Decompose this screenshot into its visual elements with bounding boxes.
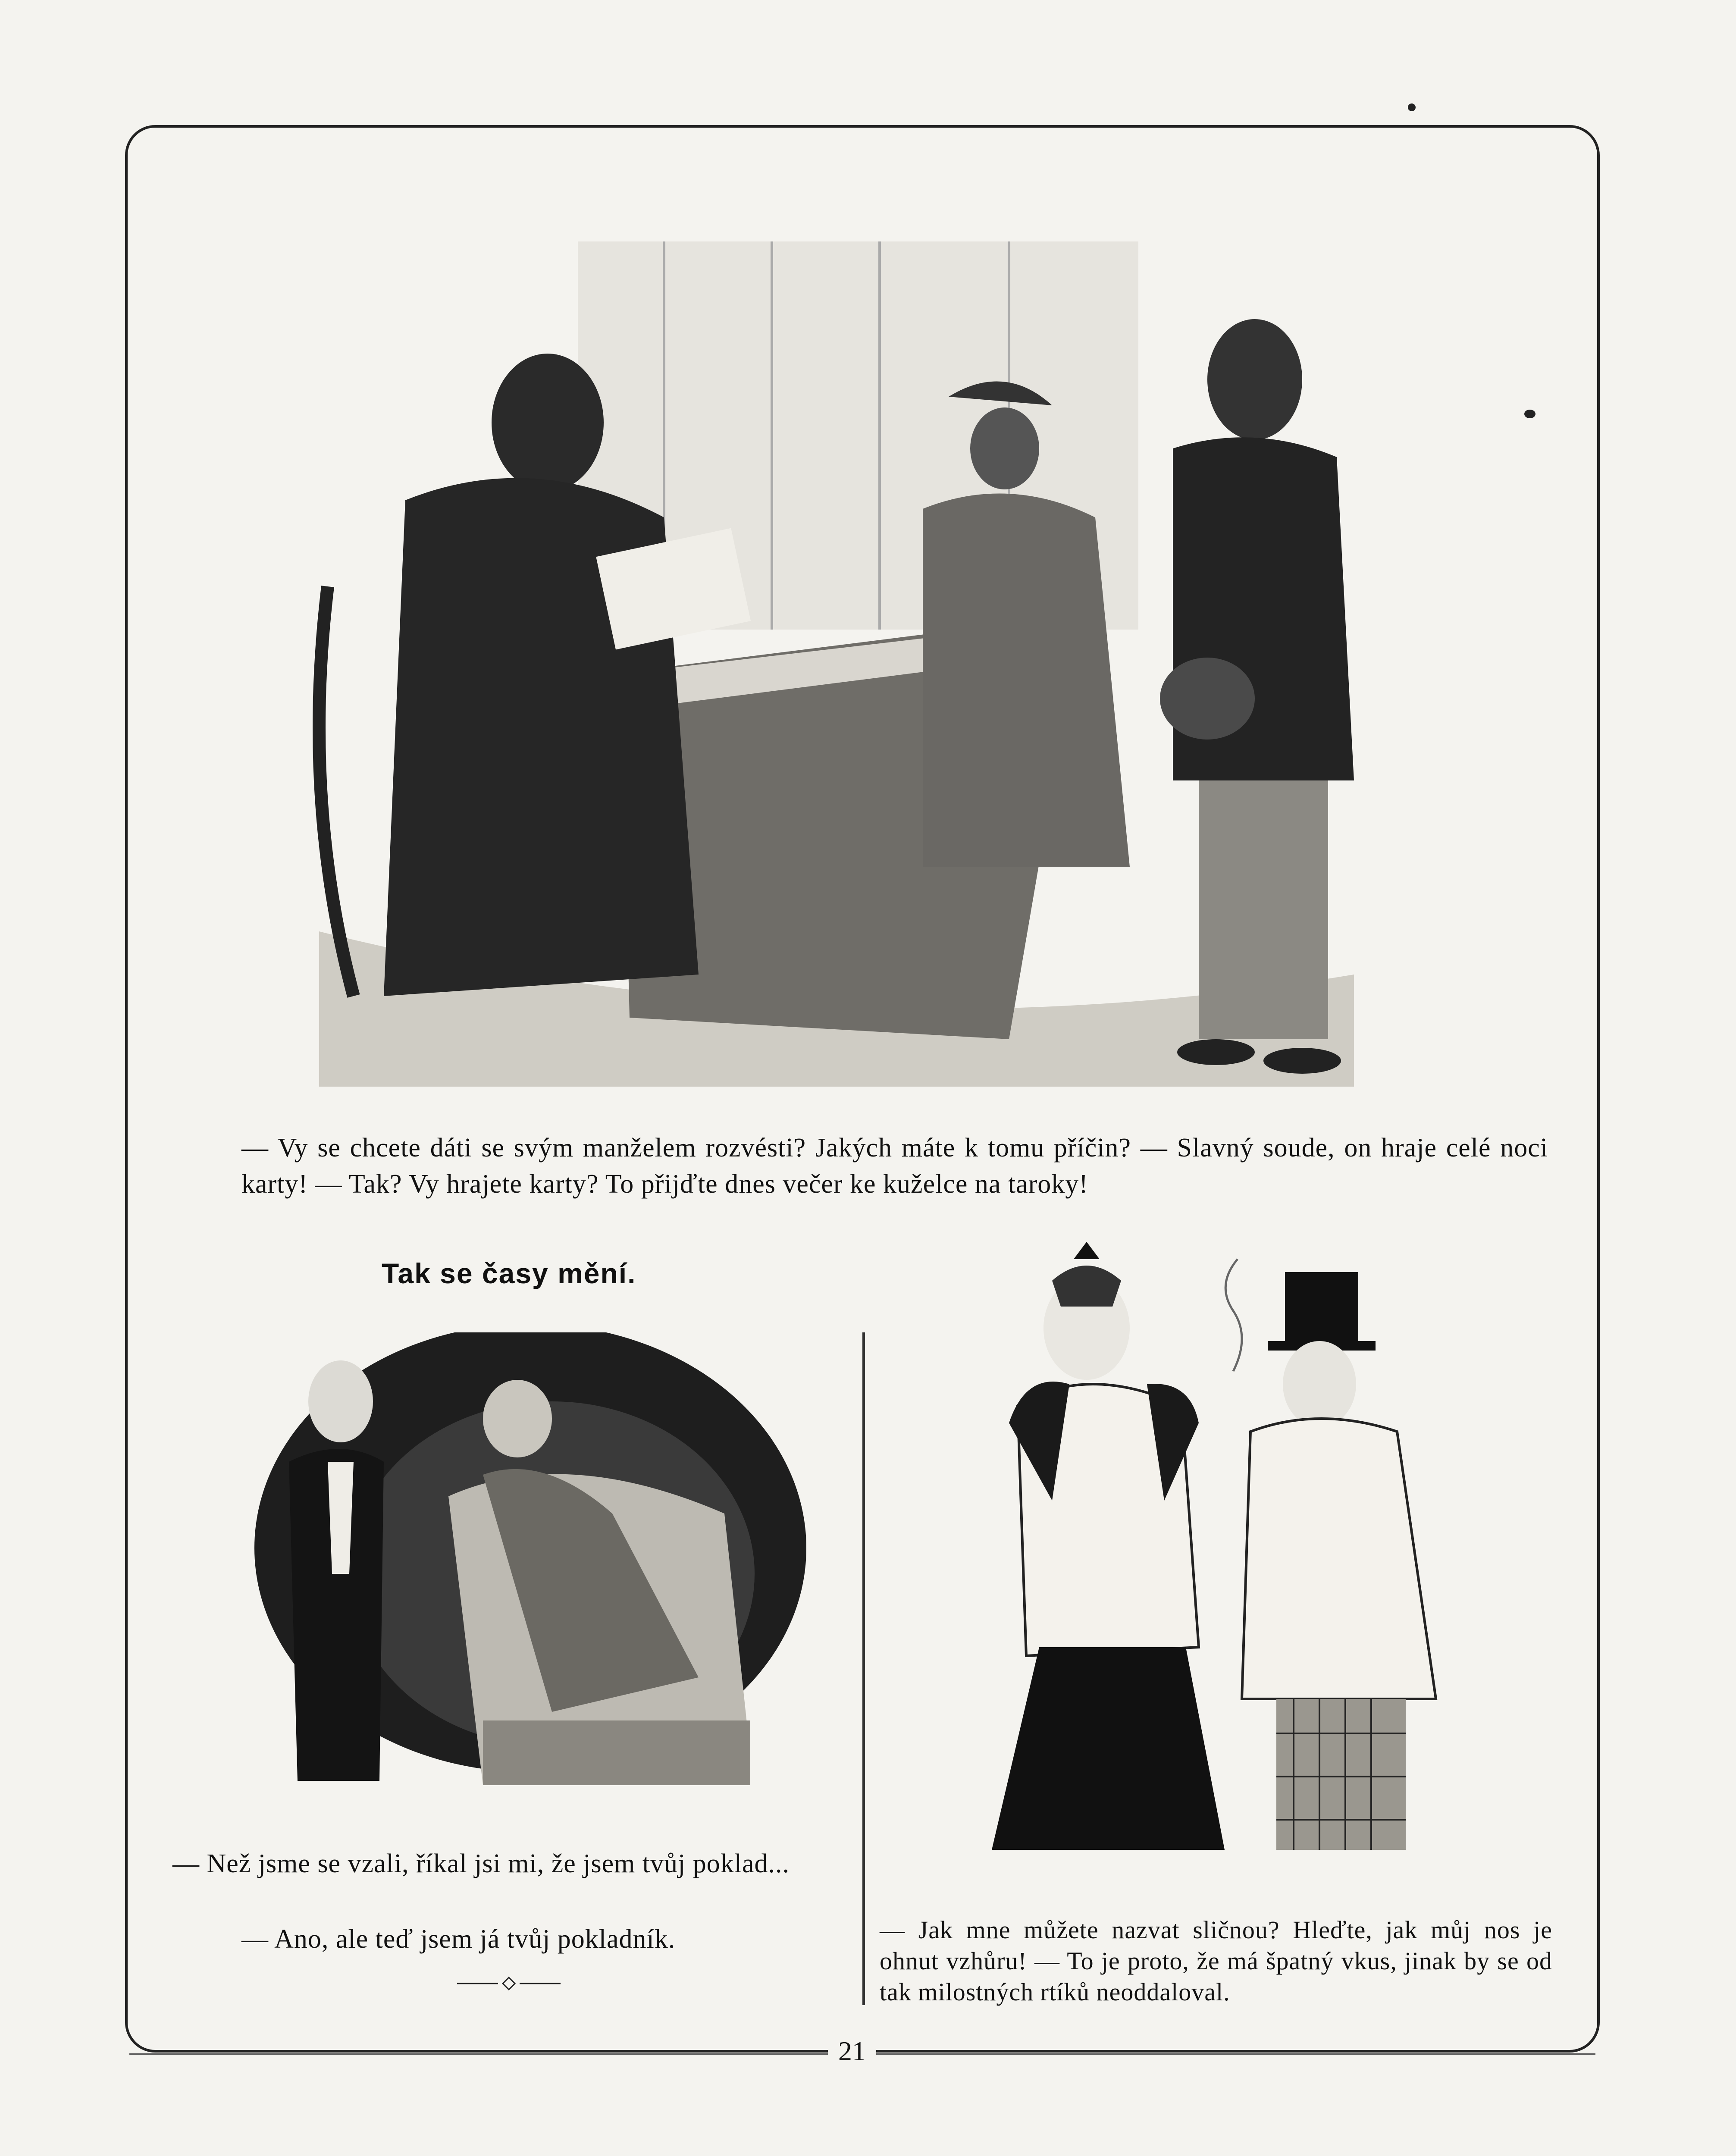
right-caption: — Jak mne můžete nazvat sličnou? Hleďte, jak můj nos je ohnut vzhůru! — To je proto, že má špatný vkus, jinak by se od tak milostných rtíků neoddaloval. [880,1916,1552,2006]
top-caption: — Vy se chcete dáti se svým manželem rozvésti? Jakých máte k tomu příčin? — Slavný soude, on hraje celé noci karty! — Tak? Vy hrajete karty? To přijďte dnes večer ke kuželce na taroky! [241,1133,1548,1199]
page-number: 21 [828,2035,876,2067]
column-divider [862,1332,865,2005]
couple-on-sofa-illustration [241,1332,819,1824]
ornament-divider [457,1975,561,1992]
print-speck [1408,103,1416,111]
section-title: Tak se časy mění. [382,1257,636,1289]
print-speck [1524,410,1535,418]
left-caption-line1: — Než jsme se vzali, říkal jsi mi, že jsem tvůj poklad... [172,1849,790,1878]
left-caption-line2: — Ano, ale teď jsem já tvůj pokladník. [241,1924,676,1954]
couple-walking-illustration [940,1242,1522,1867]
court-scene-illustration [276,241,1440,1087]
